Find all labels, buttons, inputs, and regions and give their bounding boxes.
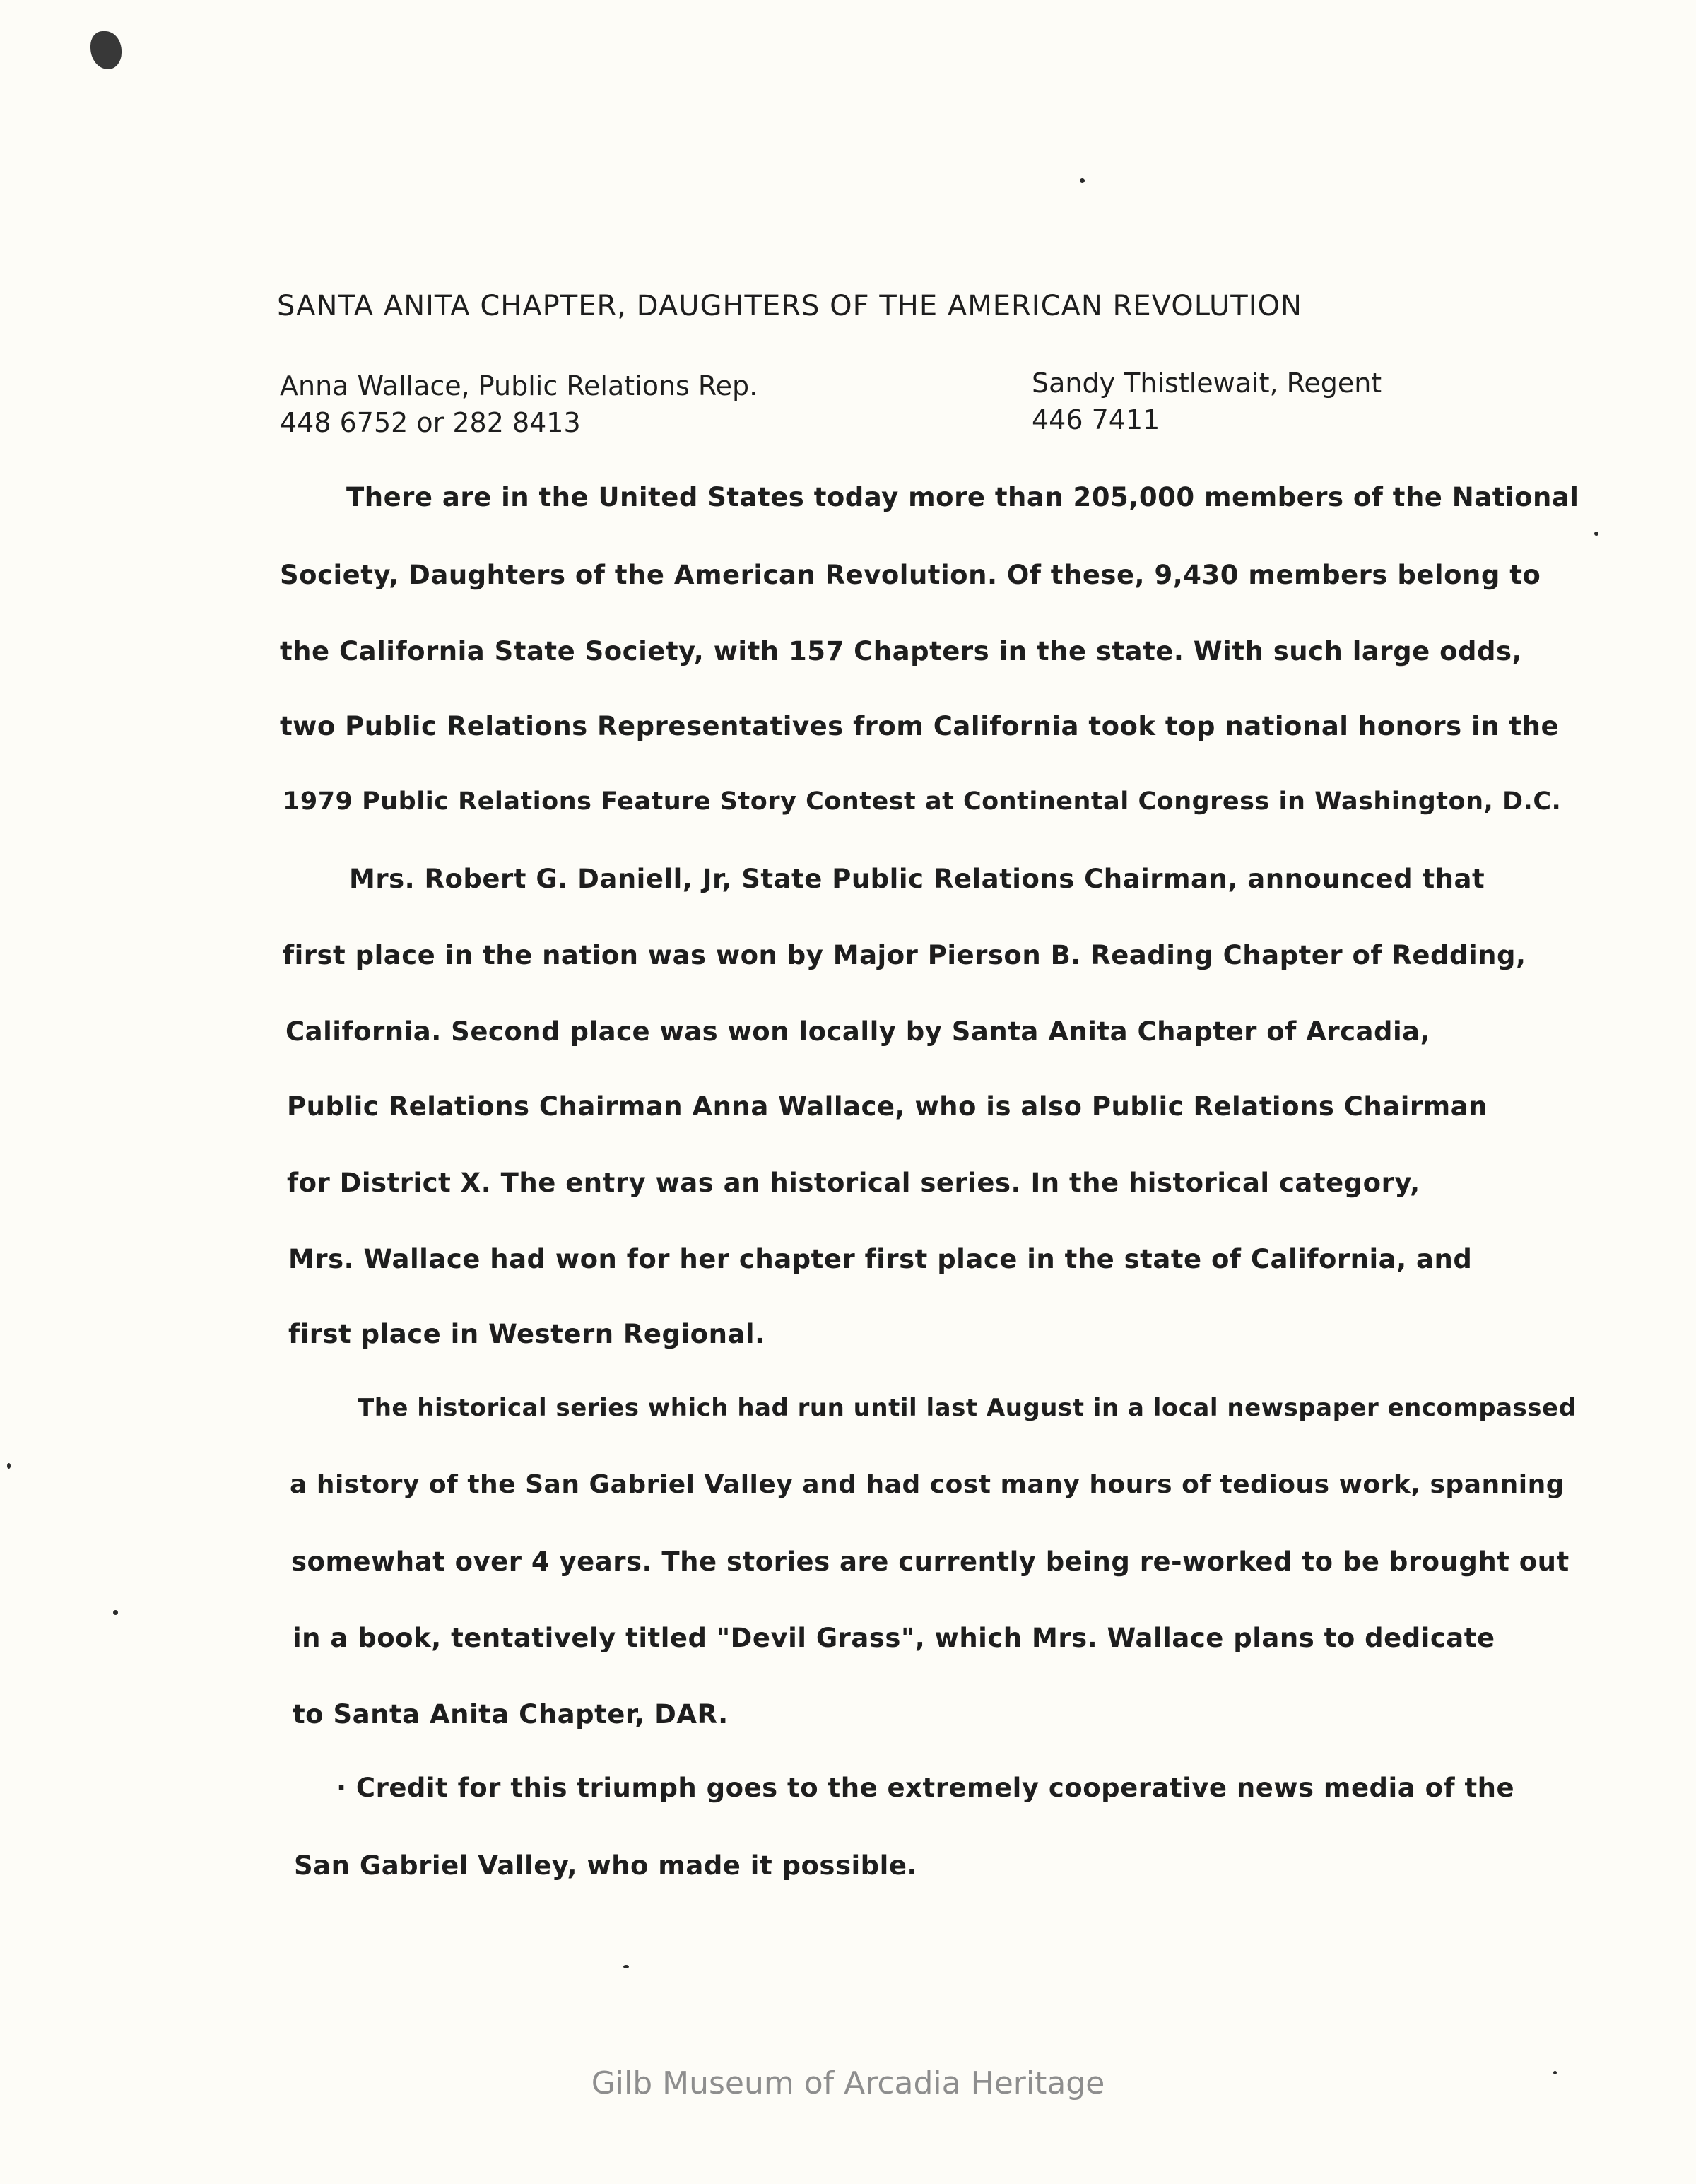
body-line: Mrs. Wallace had won for her chapter first place in the state of California, and <box>288 1244 1473 1274</box>
body-line: 1979 Public Relations Feature Story Contest at Continental Congress in Washington, D.C. <box>283 787 1562 816</box>
body-line: a history of the San Gabriel Valley and had cost many hours of tedious work, spanning <box>290 1470 1565 1499</box>
body-line: California. Second place was won locally by Santa Anita Chapter of Arcadia, <box>285 1016 1431 1047</box>
document-heading: SANTA ANITA CHAPTER, DAUGHTERS OF THE AMERICAN REVOLUTION <box>277 290 1302 322</box>
ink-speck <box>1080 178 1085 183</box>
body-line: Society, Daughters of the American Revolution. Of these, 9,430 members belong to <box>280 560 1541 590</box>
body-line: San Gabriel Valley, who made it possible. <box>294 1850 917 1881</box>
contact-block-left <box>280 368 758 441</box>
ink-speck <box>7 1463 11 1469</box>
body-line: to Santa Anita Chapter, DAR. <box>293 1699 729 1730</box>
contact-phone: 446 7411 <box>1032 404 1160 435</box>
body-line: · Credit for this triumph goes to the extremely cooperative news media of the <box>336 1773 1515 1803</box>
contact-name-role: Anna Wallace, Public Relations Rep. <box>280 370 758 401</box>
contact-block-right <box>1032 365 1382 438</box>
ink-blot <box>90 31 122 69</box>
watermark-credit: Gilb Museum of Arcadia Heritage <box>591 2065 1105 2101</box>
body-line: There are in the United States today more than 205,000 members of the National <box>346 482 1579 512</box>
ink-speck <box>113 1610 118 1615</box>
body-line: for District X. The entry was an historical series. In the historical category, <box>287 1168 1420 1198</box>
body-line: first place in the nation was won by Major Pierson B. Reading Chapter of Redding, <box>283 940 1526 970</box>
contact-phone: 448 6752 or 282 8413 <box>280 407 581 438</box>
body-line: in a book, tentatively titled "Devil Grass", which Mrs. Wallace plans to dedicate <box>293 1623 1495 1653</box>
body-line: Public Relations Chairman Anna Wallace, who is also Public Relations Chairman <box>287 1091 1488 1122</box>
body-line: first place in Western Regional. <box>288 1319 765 1349</box>
body-line: the California State Society, with 157 Chapters in the state. With such large odds, <box>280 636 1523 667</box>
body-line: somewhat over 4 years. The stories are currently being re-worked to be brought out <box>291 1546 1570 1577</box>
ink-speck <box>1594 532 1598 536</box>
body-line: The historical series which had run until last August in a local newspaper encompassed <box>358 1394 1577 1422</box>
body-line: Mrs. Robert G. Daniell, Jr, State Public Relations Chairman, announced that <box>349 864 1485 894</box>
contact-name-role: Sandy Thistlewait, Regent <box>1032 368 1382 399</box>
ink-speck <box>623 1965 629 1968</box>
body-line: two Public Relations Representatives from California took top national honors in the <box>280 711 1560 741</box>
